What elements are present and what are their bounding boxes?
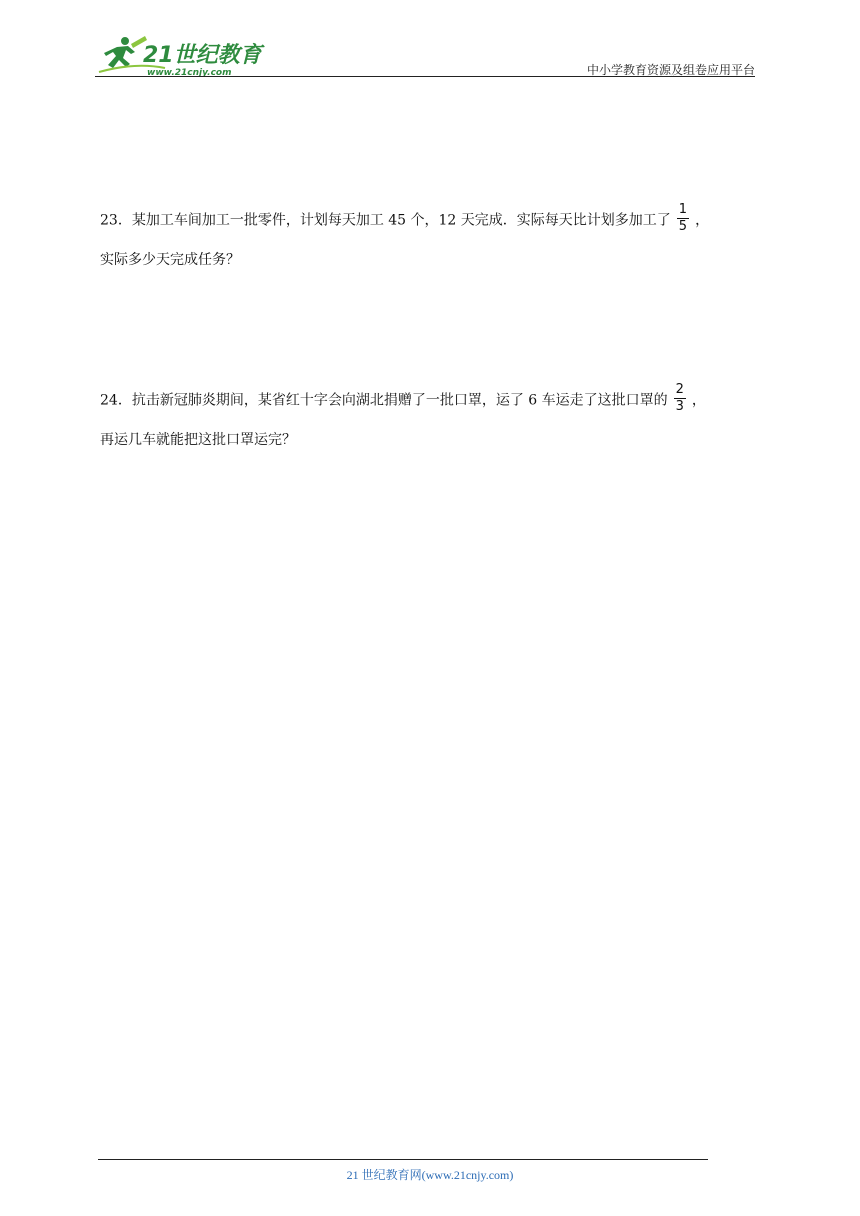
svg-text:21世纪教育: 21世纪教育 — [143, 43, 262, 68]
fraction — [677, 203, 689, 234]
site-tagline: 中小学教育资源及组卷应用平台 — [586, 63, 755, 77]
footer-link[interactable]: 21 世纪教育网(www.21cnjy.com) — [346, 1168, 514, 1182]
site-logo — [95, 32, 265, 78]
question-punct: ， — [691, 392, 706, 409]
question-text: 23．某加工车间加工一批零件，计划每天加工 45 个，12 天完成．实际每天比计划多加工了 — [100, 212, 671, 229]
footer-divider — [98, 1159, 708, 1160]
question-23 — [100, 202, 780, 273]
fraction-denominator: 3 — [675, 399, 684, 414]
fraction-denominator: 5 — [678, 219, 688, 234]
question-continuation: 实际多少天完成任务？ — [100, 252, 240, 268]
header-divider — [95, 76, 755, 77]
question-continuation: 再运几车就能把这批口罩运完？ — [100, 432, 296, 448]
question-punct: ， — [695, 212, 710, 229]
fraction-numerator: 1 — [678, 202, 688, 217]
page-header — [95, 32, 755, 78]
question-line — [100, 202, 780, 236]
question-text: 24．抗击新冠肺炎期间，某省红十字会向湖北捐赠了一批口罩，运了 6 车运走了这批口罩的 — [100, 392, 668, 409]
fraction-numerator: 2 — [675, 382, 684, 397]
fraction — [674, 383, 686, 414]
svg-text:www.21cnjy.com: www.21cnjy.com — [147, 68, 232, 78]
question-24 — [100, 382, 780, 453]
question-line — [100, 382, 780, 416]
